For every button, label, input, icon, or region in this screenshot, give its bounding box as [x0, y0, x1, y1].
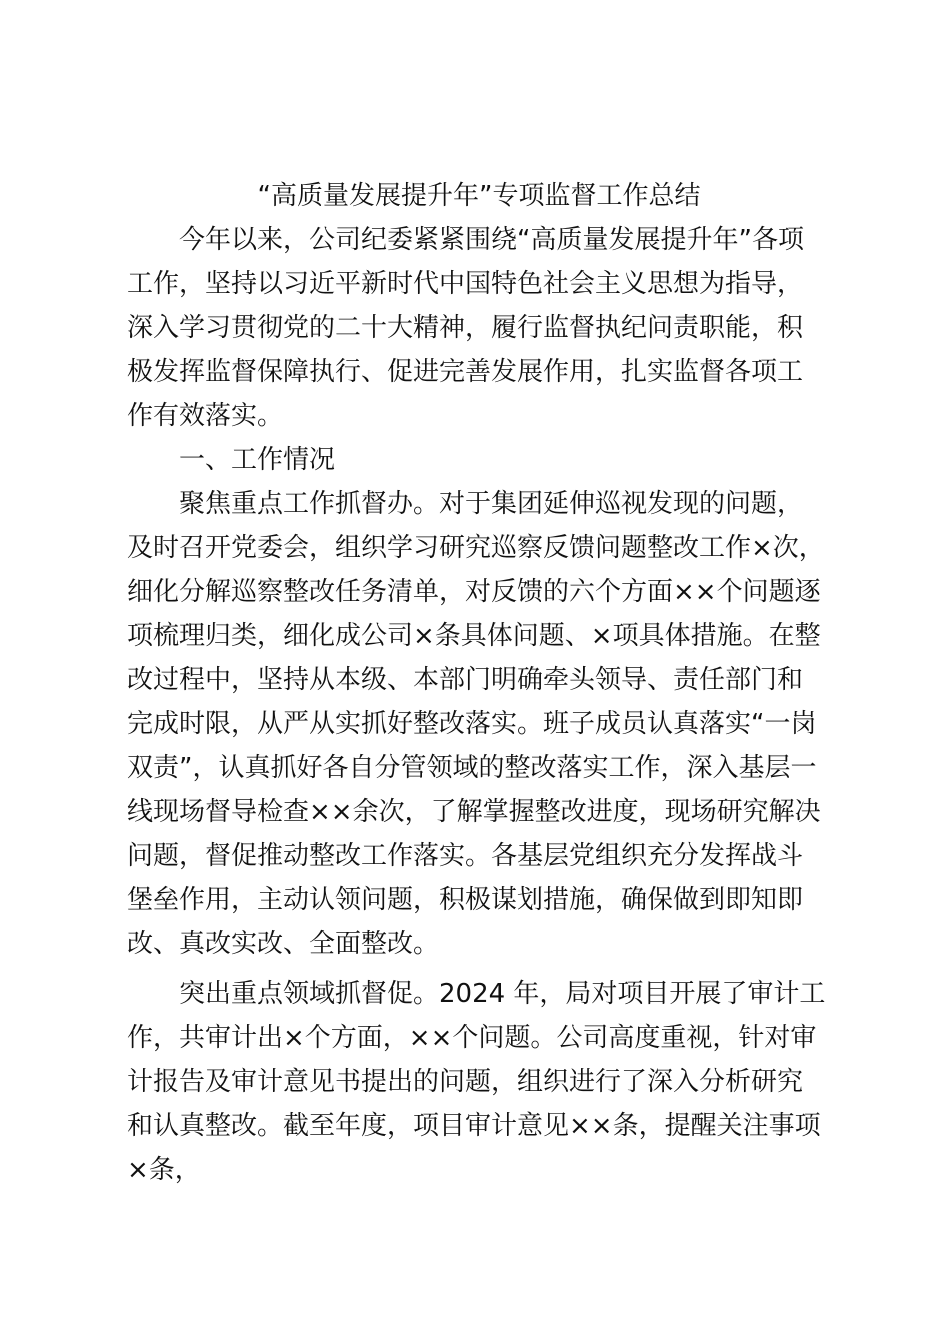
paragraph-key-work-supervision: 聚焦重点工作抓督办。对于集团延伸巡视发现的问题，及时召开党委会，组织学习研究巡察反馈问题整改工作×次，细化分解巡察整改任务清单，对反馈的六个方面××个问题逐项梳理归类，细化成公司×条具体问题、×项具体措施。在整改过程中，坚持从本级、本部门明确牵头领导、责任部门和完成时限，从严从实抓好整改落实。班子成员认真落实“一岗双责”，认真抓好各自分管领域的整改落实工作，深入基层一线现场督导检查××余次，了解掌握整改进度，现场研究解决问题，督促推动整改工作落实。各基层党组织充分发挥战斗堡垒作用，主动认领问题，积极谋划措施，确保做到即知即改、真改实改、全面整改。: [127, 489, 825, 959]
intro-paragraph: 今年以来，公司纪委紧紧围绕“高质量发展提升年”各项工作，坚持以习近平新时代中国特色社会主义思想为指导，深入学习贯彻党的二十大精神，履行监督执纪问责职能，积极发挥监督保障执行、促进完善发展作用，扎实监督各项工作有效落实。: [127, 225, 804, 431]
paragraph-key-areas-supervision: 突出重点领域抓督促。2024 年，局对项目开展了审计工作，共审计出×个方面，××个问题。公司高度重视，针对审计报告及审计意见书提出的问题，组织进行了深入分析研究和认真整改。截至年度，项目审计意见××条，提醒关注事项×条，: [127, 979, 826, 1185]
document-page: [127, 174, 827, 1192]
section-heading-work-situation: 一、工作情况: [179, 445, 336, 475]
document-title: “高质量发展提升年”专项监督工作总结: [257, 181, 701, 211]
